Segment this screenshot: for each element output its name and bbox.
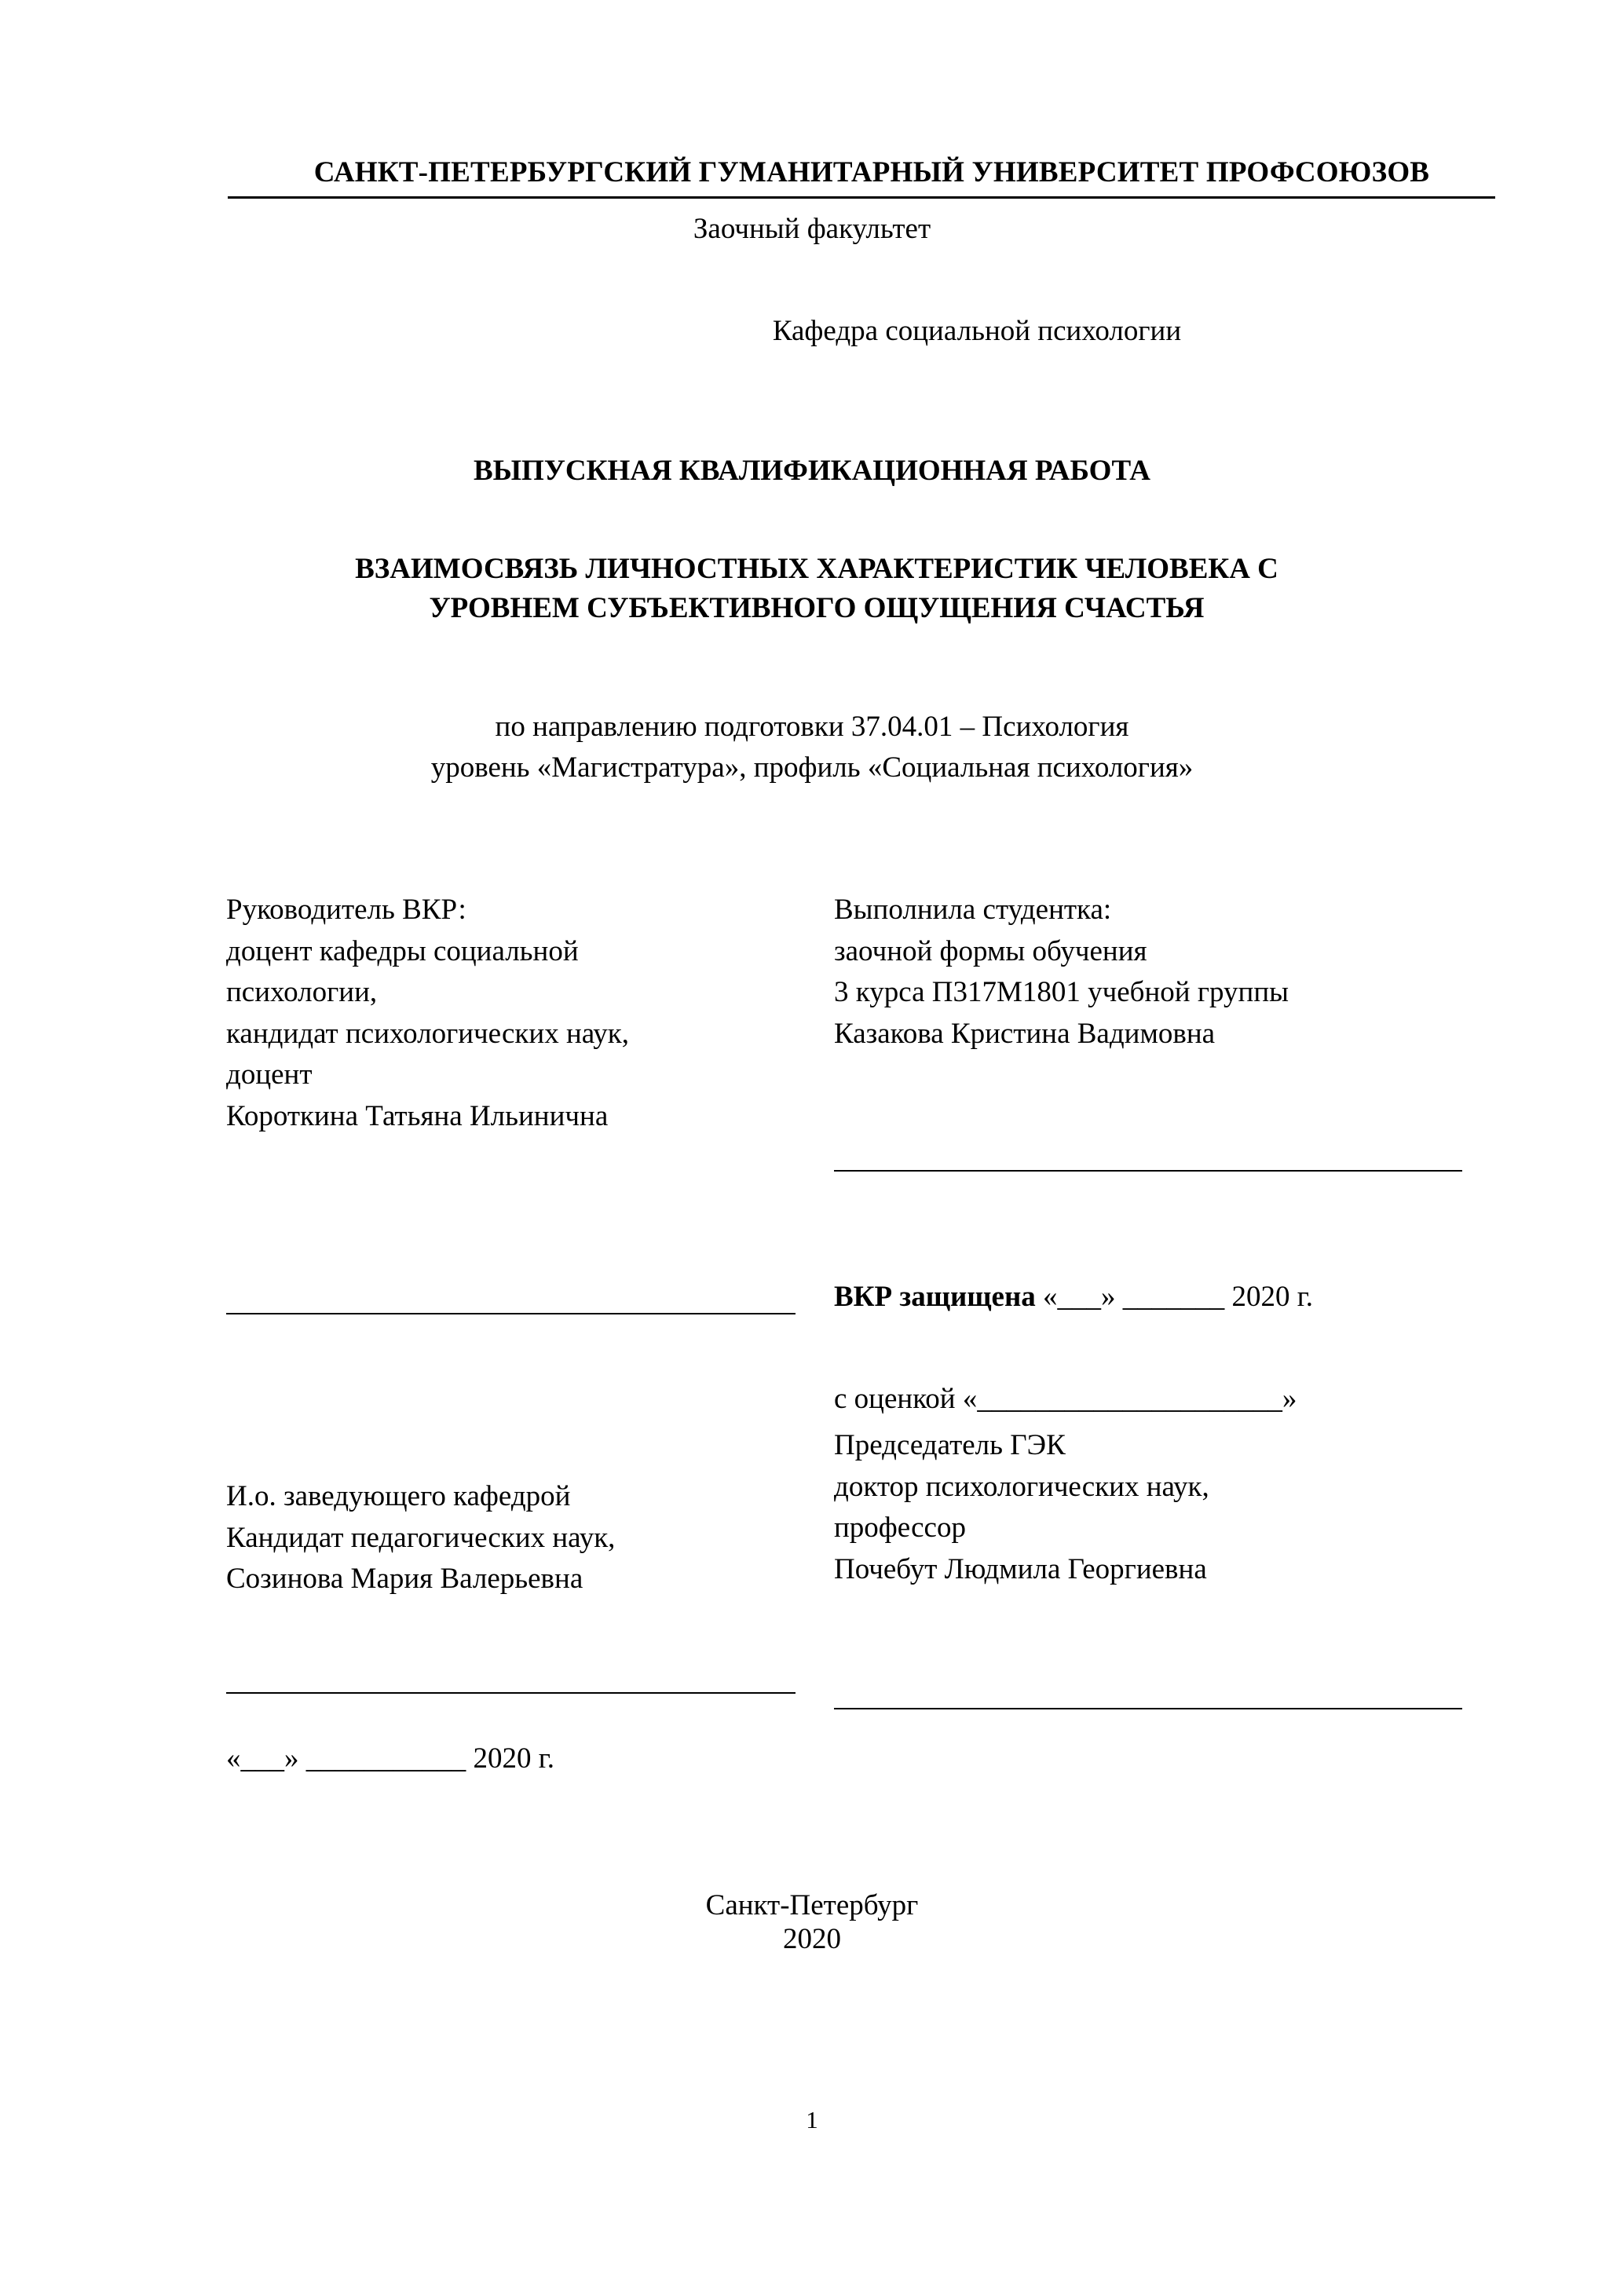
defense-statement (834, 1280, 1494, 1314)
head-name: Созинова Мария Валерьевна (226, 1563, 583, 1596)
supervisor-name: Короткина Татьяна Ильинична (226, 1099, 609, 1132)
supervisor-block (226, 890, 847, 1137)
supervisor-label: Руководитель ВКР: (226, 894, 466, 926)
study-direction (0, 707, 1624, 788)
grade-statement: с оценкой «_____________________» (834, 1383, 1297, 1415)
chair-line-1: доктор психологических наук, (834, 1470, 1209, 1503)
head-of-department-block (226, 1476, 823, 1600)
thesis-title-line-1: ВЗАИМОСВЯЗЬ ЛИЧНОСТНЫХ ХАРАКТЕРИСТИК ЧЕЛОВЕКА С (355, 553, 1278, 585)
faculty-name: Заочный факультет (693, 213, 931, 245)
study-direction-line-1: по направлению подготовки 37.04.01 – Психология (495, 711, 1129, 743)
student-line-2: 3 курса П317М1801 учебной группы (834, 976, 1289, 1009)
chair-label: Председатель ГЭК (834, 1429, 1066, 1461)
thesis-title (243, 550, 1390, 628)
university-name: САНКТ-ПЕТЕРБУРГСКИЙ ГУМАНИТАРНЫЙ УНИВЕРСИТЕТ ПРОФСОЮЗОВ (313, 156, 1430, 188)
head-date-blank: «___» ___________ 2020 г. (226, 1742, 555, 1775)
student-line-1: заочной формы обучения (834, 934, 1147, 967)
head-line-1: И.о. заведующего кафедрой (226, 1480, 571, 1512)
student-label: Выполнила студентка: (834, 894, 1112, 926)
commission-chair-block (834, 1425, 1494, 1590)
defense-label: ВКР защищена (834, 1281, 1036, 1313)
chair-line-2: профессор (834, 1512, 966, 1545)
city-name: Санкт-Петербург (705, 1889, 919, 1921)
thesis-title-line-2: УРОВНЕМ СУБЪЕКТИВНОГО ОЩУЩЕНИЯ СЧАСТЬЯ (429, 591, 1205, 624)
supervisor-signature-line (226, 1313, 796, 1314)
supervisor-line-3: кандидат психологических наук, (226, 1017, 630, 1050)
study-direction-line-2: уровень «Магистратура», профиль «Социальная психология» (430, 751, 1194, 784)
supervisor-line-2: психологии, (226, 976, 378, 1009)
defense-date-blank: «___» _______ 2020 г. (1043, 1281, 1314, 1313)
student-block (834, 890, 1486, 1055)
publication-year: 2020 (783, 1923, 841, 1955)
page-number: 1 (806, 2106, 818, 2133)
university-header (228, 155, 1516, 199)
student-signature-line (834, 1170, 1462, 1172)
document-kind: ВЫПУСКНАЯ КВАЛИФИКАЦИОННАЯ РАБОТА (473, 455, 1151, 487)
chair-name: Почебут Людмила Георгиевна (834, 1552, 1207, 1585)
header-divider (228, 196, 1495, 199)
supervisor-line-1: доцент кафедры социальной (226, 934, 579, 967)
head-line-2: Кандидат педагогических наук, (226, 1521, 616, 1554)
student-name: Казакова Кристина Вадимовна (834, 1017, 1216, 1050)
head-signature-line (226, 1692, 796, 1694)
chair-signature-line (834, 1708, 1462, 1709)
supervisor-line-4: доцент (226, 1058, 313, 1091)
department-name: Кафедра социальной психологии (772, 315, 1182, 347)
